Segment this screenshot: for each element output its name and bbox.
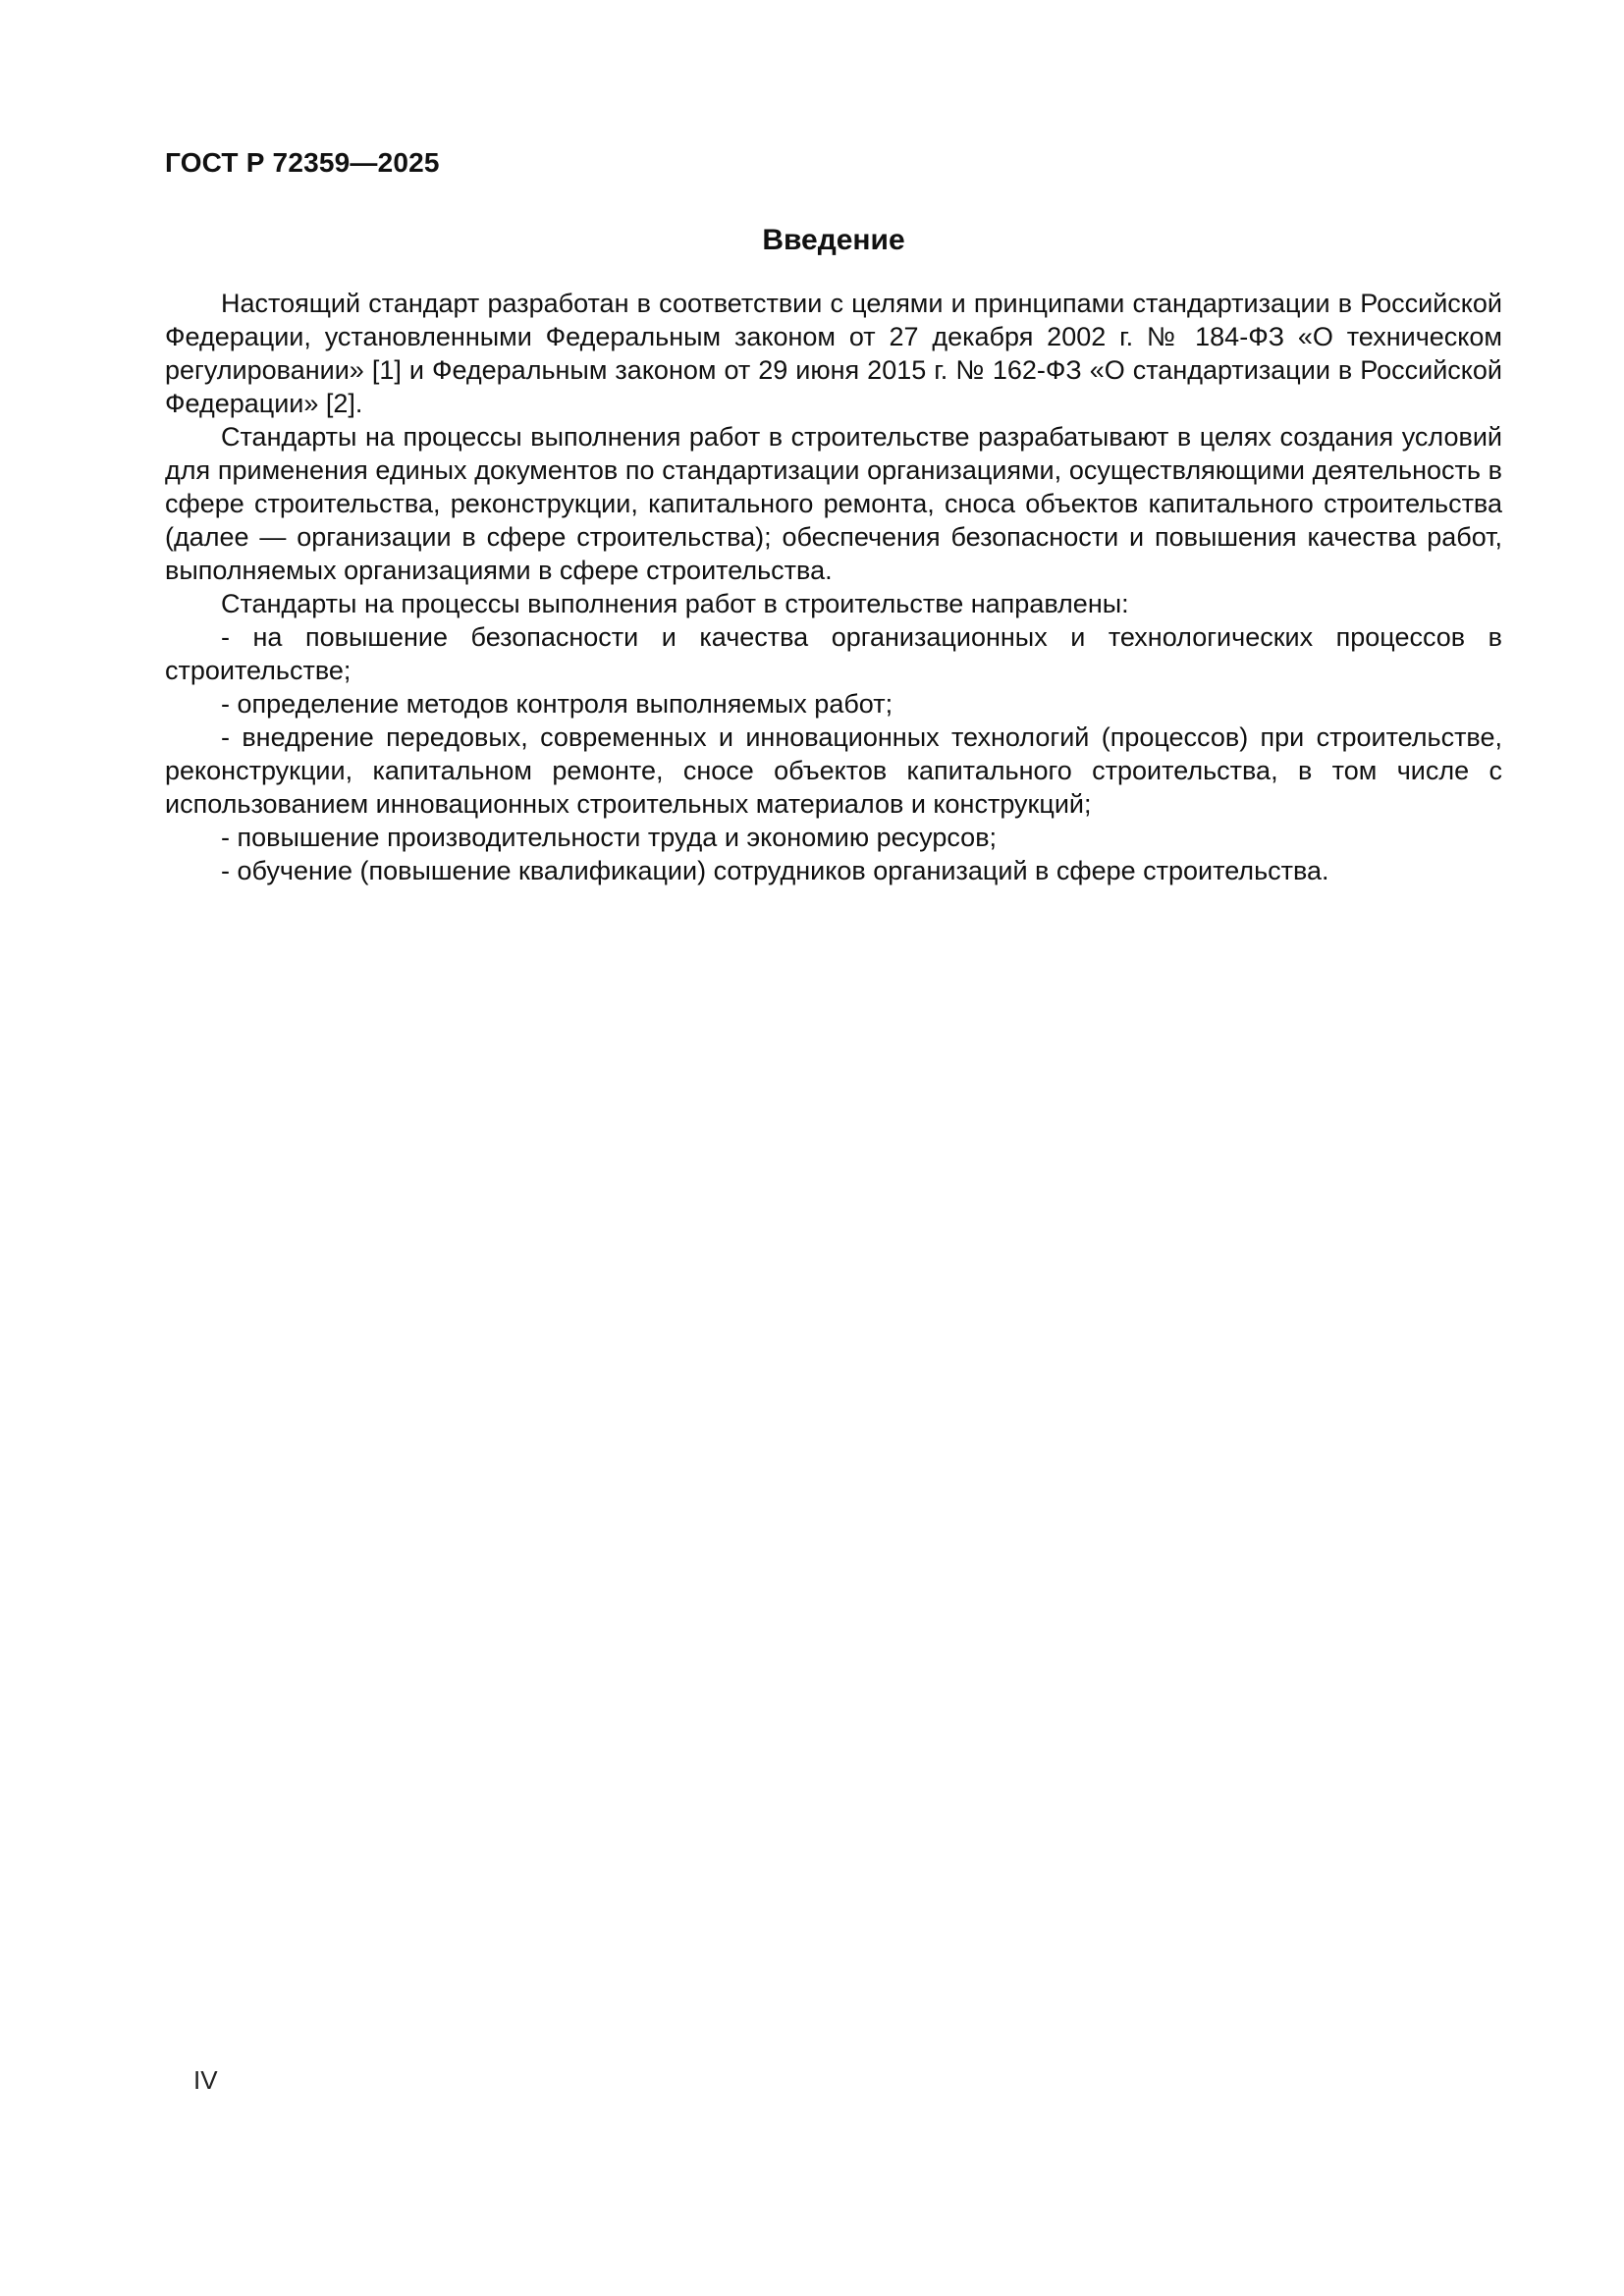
introduction-section xyxy=(165,224,1502,887)
paragraph-legal-basis: Настоящий стандарт разработан в соответствии с целями и принципами стандартизации в Российской Федерации, установленными Федеральным законом от 27 декабря 2002 г. № 184-ФЗ «О техническом регулировании» [1] и Федеральным законом от 29 июня 2015 г. № 162-ФЗ «О стандартизации в Российской Федерации» [2]. xyxy=(165,289,1502,418)
paragraph-standards-aims-lead: Стандарты на процессы выполнения работ в строительстве направлены: xyxy=(221,589,1129,618)
list-item-productivity: - повышение производительности труда и экономию ресурсов; xyxy=(221,823,998,852)
list-item-control-methods: - определение методов контроля выполняемых работ; xyxy=(221,689,893,719)
document-code: ГОСТ Р 72359—2025 xyxy=(165,147,440,178)
section-title: Введение xyxy=(762,224,905,256)
page-number: IV xyxy=(193,2065,218,2095)
list-item-safety-quality: - на повышение безопасности и качества организационных и технологических процессов в строительстве; xyxy=(165,622,1502,685)
list-item-innovative-technologies: - внедрение передовых, современных и инновационных технологий (процессов) при строительстве, реконструкции, капитальном ремонте, сносе объектов капитального строительства, в том числе с использованием инновационных строительных материалов и конструкций; xyxy=(165,722,1502,819)
paragraph-standards-purpose: Стандарты на процессы выполнения работ в строительстве разрабатывают в целях создания условий для применения единых документов по стандартизации организациями, осуществляющими деятельность в сфере строительства, реконструкции, капитального ремонта, сноса объектов капитального строительства (далее — организации в сфере строительства); обеспечения безопасности и повышения качества работ, выполняемых организациями в сфере строительства. xyxy=(165,422,1502,585)
list-item-training: - обучение (повышение квалификации) сотрудников организаций в сфере строительства. xyxy=(221,856,1329,885)
